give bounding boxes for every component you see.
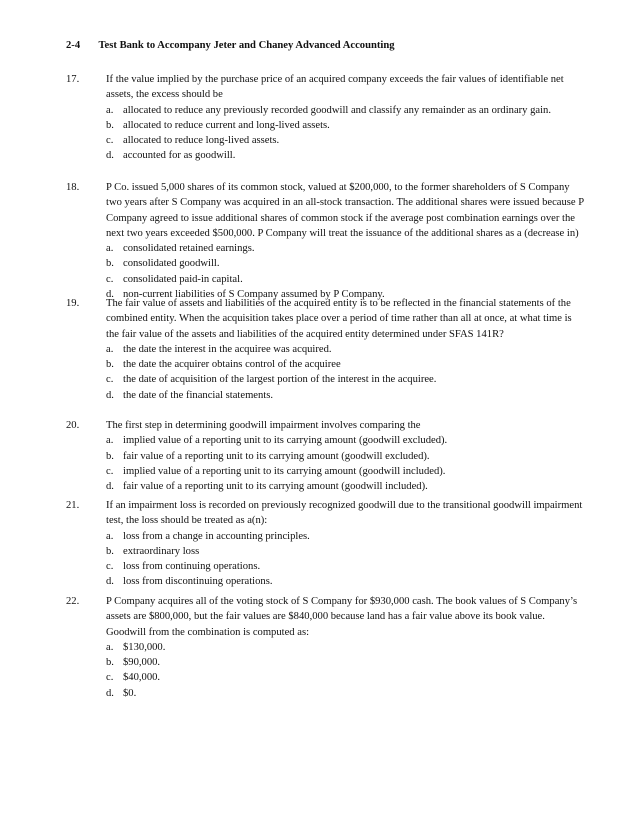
option-text: $90,000.	[123, 657, 161, 669]
option-a	[106, 433, 586, 448]
option-b	[106, 544, 586, 559]
header-title: Test Bank to Accompany Jeter and Chaney Advanced Accounting	[98, 40, 395, 51]
option-text: the date of the financial statements.	[123, 389, 274, 401]
option-c	[106, 272, 586, 287]
option-b	[106, 256, 586, 271]
option-text: the date the acquirer obtains control of the acquiree	[123, 359, 341, 371]
option-text: loss from discontinuing operations.	[123, 576, 273, 588]
option-a	[106, 342, 586, 357]
option-letter: a.	[106, 641, 114, 653]
option-text: allocated to reduce long-lived assets.	[123, 135, 280, 147]
option-c	[106, 133, 586, 148]
question-22	[66, 594, 586, 701]
option-letter: a.	[106, 343, 114, 355]
option-b	[106, 118, 586, 133]
question-stem: The first step in determining goodwill impairment involves comparing the	[106, 420, 421, 431]
option-letter: c.	[106, 465, 114, 477]
option-d	[106, 479, 586, 494]
option-text: consolidated retained earnings.	[123, 243, 255, 255]
option-c	[106, 372, 586, 387]
question-18	[66, 180, 586, 302]
page-number: 2-4	[66, 40, 81, 51]
option-letter: d.	[106, 481, 114, 493]
question-stem: P Company acquires all of the voting stock of S Company for $930,000 cash. The book values of S Company’s assets are $800,000, but the fair values are $840,000 because land has a fair value above its book value. Goodwill from the combination is computed as:	[106, 596, 578, 638]
option-text: loss from continuing operations.	[123, 561, 261, 573]
question-stem: If the value implied by the purchase price of an acquired company exceeds the fair values of identifiable net assets, the excess should be	[106, 74, 564, 101]
option-text: extraordinary loss	[123, 545, 200, 557]
question-number: 18.	[66, 182, 80, 193]
option-b	[106, 655, 586, 670]
option-c	[106, 670, 586, 685]
page-header	[66, 38, 598, 53]
option-letter: b.	[106, 657, 114, 669]
option-letter: b.	[106, 119, 114, 131]
option-letter: d.	[106, 687, 114, 699]
option-letter: c.	[106, 561, 114, 573]
option-letter: c.	[106, 374, 114, 386]
option-a	[106, 103, 586, 118]
option-c	[106, 559, 586, 574]
option-letter: a.	[106, 530, 114, 542]
option-a	[106, 640, 586, 655]
option-d	[106, 686, 586, 701]
option-text: $40,000.	[123, 672, 161, 684]
option-c	[106, 464, 586, 479]
option-b	[106, 449, 586, 464]
question-number: 21.	[66, 500, 80, 511]
option-text: accounted for as goodwill.	[123, 150, 236, 162]
option-text: implied value of a reporting unit to its carrying amount (goodwill excluded).	[123, 435, 448, 447]
option-text: consolidated goodwill.	[123, 258, 220, 270]
question-19	[66, 296, 586, 403]
option-letter: a.	[106, 435, 114, 447]
question-21	[66, 498, 586, 590]
option-a	[106, 529, 586, 544]
option-letter: c.	[106, 672, 114, 684]
option-letter: c.	[106, 135, 114, 147]
question-stem: The fair value of assets and liabilities of the acquired entity is to be reflected in the financial statements of the combined entity. When the acquisition takes place over a period of time rather than all at once, at what time is the fair value of the assets and liabilities of the acquired entity determined under SFAS 141R?	[106, 298, 572, 340]
option-text: implied value of a reporting unit to its carrying amount (goodwill included).	[123, 465, 446, 477]
option-text: non-current liabilities of S Company assumed by P Company.	[123, 289, 385, 301]
option-text: $130,000.	[123, 641, 166, 653]
option-letter: c.	[106, 273, 114, 285]
option-text: loss from a change in accounting principles.	[123, 530, 310, 542]
question-number: 19.	[66, 298, 80, 309]
option-letter: b.	[106, 359, 114, 371]
option-letter: d.	[106, 289, 114, 301]
question-20	[66, 418, 586, 494]
option-text: fair value of a reporting unit to its carrying amount (goodwill included).	[123, 481, 428, 493]
question-number: 17.	[66, 74, 80, 85]
option-d	[106, 148, 586, 163]
option-text: consolidated paid-in capital.	[123, 273, 243, 285]
option-text: allocated to reduce any previously recorded goodwill and classify any remainder as an ordinary gain.	[123, 104, 552, 116]
question-stem: P Co. issued 5,000 shares of its common stock, valued at $200,000, to the former shareholders of S Company two years after S Company was acquired in an all-stock transaction. The additional shares were issued because P Company agreed to issue additional shares of common stock if the average post combination earnings over the next two years exceeded $500,000. P Company will treat the issuance of the additional shares as a (decrease in)	[106, 182, 584, 239]
question-number: 20.	[66, 420, 80, 431]
question-stem: If an impairment loss is recorded on previously recognized goodwill due to the transitional goodwill impairment test, the loss should be treated as a(n):	[106, 500, 583, 527]
option-letter: b.	[106, 545, 114, 557]
option-letter: a.	[106, 243, 114, 255]
option-text: the date of acquisition of the largest portion of the interest in the acquiree.	[123, 374, 437, 386]
option-text: the date the interest in the acquiree was acquired.	[123, 343, 332, 355]
option-a	[106, 241, 586, 256]
option-letter: d.	[106, 576, 114, 588]
option-letter: d.	[106, 389, 114, 401]
option-d	[106, 388, 586, 403]
question-number: 22.	[66, 596, 80, 607]
question-17	[66, 72, 586, 164]
option-text: fair value of a reporting unit to its carrying amount (goodwill excluded).	[123, 450, 430, 462]
option-letter: d.	[106, 150, 114, 162]
option-text: $0.	[123, 687, 137, 699]
option-b	[106, 357, 586, 372]
option-d	[106, 574, 586, 589]
option-letter: b.	[106, 258, 114, 270]
option-letter: b.	[106, 450, 114, 462]
option-text: allocated to reduce current and long-lived assets.	[123, 119, 330, 131]
option-letter: a.	[106, 104, 114, 116]
